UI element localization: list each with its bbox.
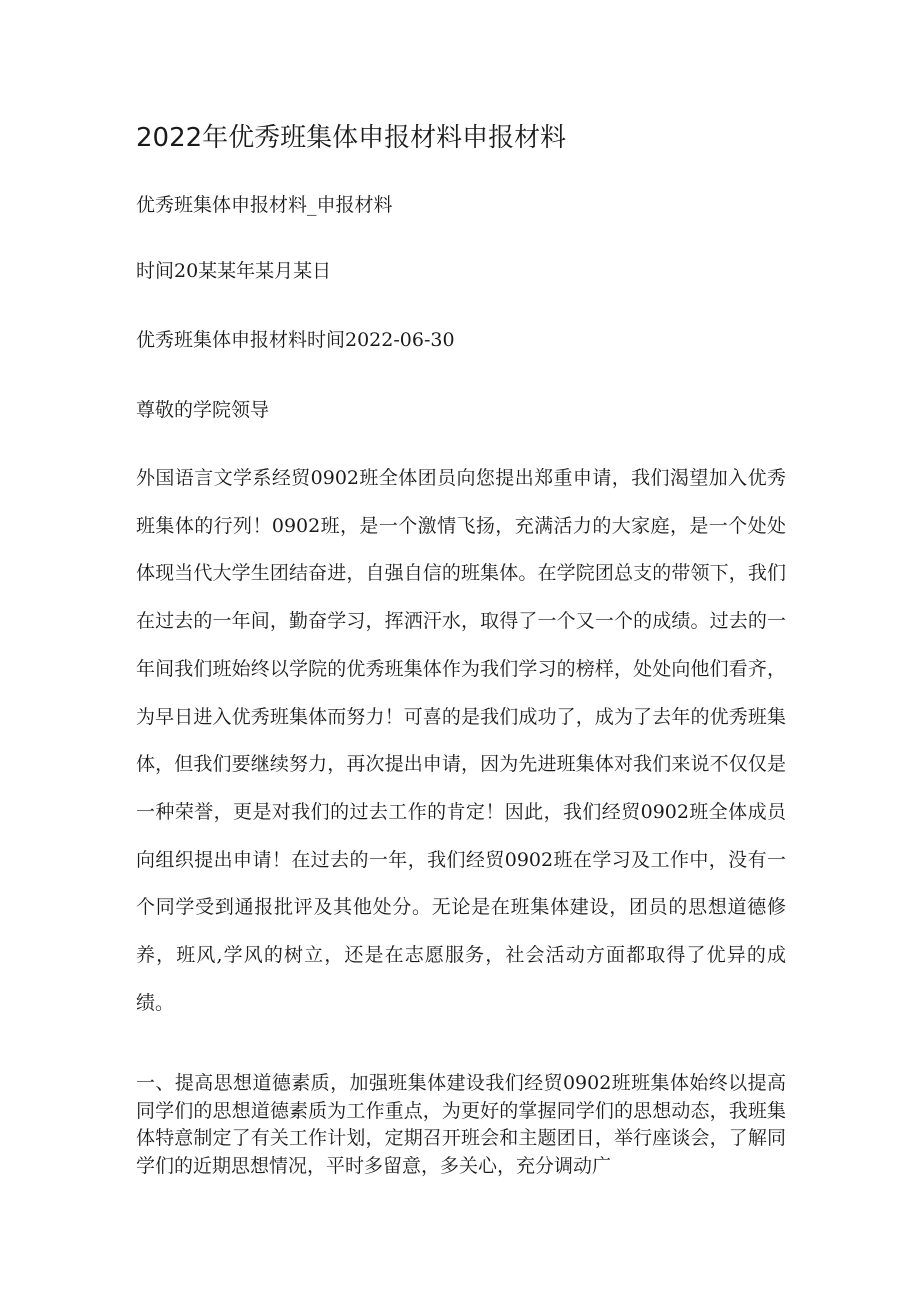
salutation: 尊敬的学院领导 — [136, 399, 270, 421]
document-subtitle: 优秀班集体申报材料_申报材料 — [136, 194, 393, 216]
document-date-line: 优秀班集体申报材料时间2022-06-30 — [136, 329, 455, 351]
time-line: 时间20某某年某月某日 — [136, 260, 332, 282]
body-paragraph-1: 外国语言文学系经贸0902班全体团员向您提出郑重申请，我们渴望加入优秀班集体的行列！0902班，是一个激情飞扬，充满活力的大家庭，是一个处处体现当代大学生团结奋进，自强自信的班集体。在学院团总支的带领下，我们在过去的一年间，勤奋学习，挥洒汗水，取得了一个又一个的成绩。过去的一年间我们班始终以学院的优秀班集体作为我们学习的榜样，处处向他们看齐，为早日进入优秀班集体而努力！可喜的是我们成功了，成为了去年的优秀班集体，但我们要继续努力，再次提出申请，因为先进班集体对我们来说不仅仅是一种荣誉，更是对我们的过去工作的肯定！因此，我们经贸0902班全体成员向组织提出申请！在过去的一年，我们经贸0902班在学习及工作中，没有一个同学受到通报批评及其他处分。无论是在班集体建设，团员的思想道德修养，班风,学风的树立，还是在志愿服务，社会活动方面都取得了优异的成绩。 — [136, 467, 786, 1014]
document-title: 2022年优秀班集体申报材料申报材料 — [136, 123, 567, 153]
body-paragraph-2: 一、提高思想道德素质，加强班集体建设我们经贸0902班班集体始终以提高同学们的思想道德素质为工作重点，为更好的掌握同学们的思想动态，我班集体特意制定了有关工作计划，定期召开班会和主题团日，举行座谈会，了解同学们的近期思想情况，平时多留意，多关心，充分调动广 — [136, 1072, 786, 1177]
